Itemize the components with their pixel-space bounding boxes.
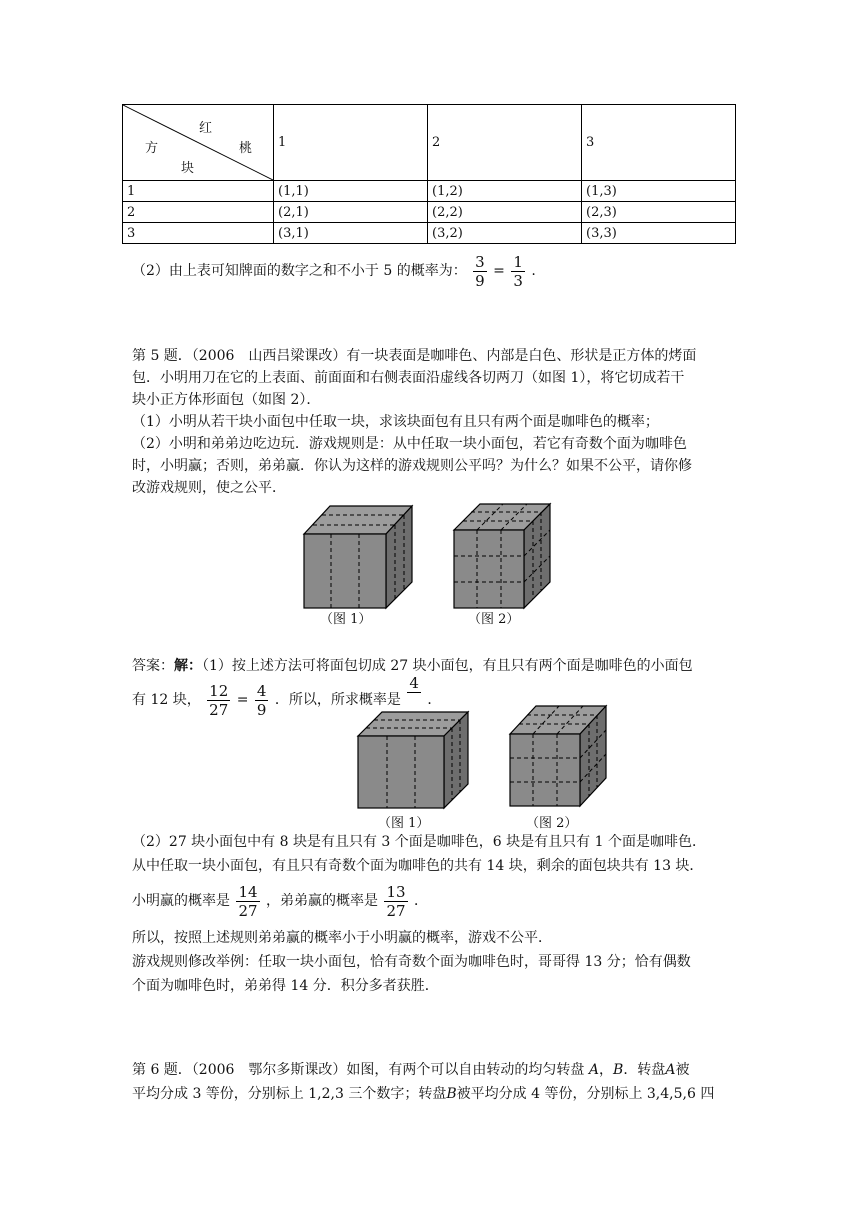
col-header: 2	[428, 105, 582, 181]
table-row	[123, 181, 736, 202]
q5-line: 第 5 题．（2006 山西吕梁课改）有一块表面是咖啡色、内部是白色、形状是正方体的烤面	[132, 348, 697, 364]
answer-line: 个面为咖啡色时，弟弟得 14 分．积分多者获胜．	[132, 978, 439, 994]
table-row	[123, 223, 736, 244]
header-left-label: 方	[145, 141, 159, 156]
row-label: 3	[123, 223, 274, 244]
table-cell: (3,2)	[428, 223, 582, 244]
answer-line: 从中任取一块小面包，有且只有奇数个面为咖啡色的共有 14 块，剩余的面包块共有 13 块．	[132, 858, 704, 874]
q5-line: 块小正方体形面包（如图 2）．	[132, 392, 321, 408]
answer-line: 游戏规则修改举例：任取一块小面包，恰有奇数个面为咖啡色时，哥哥得 13 分；恰有偶数	[132, 954, 691, 970]
answer-fraction-line: 有 12 块， $\frac{12}{27}$ = $\frac{4}{9}$ ．所以，所求概率是 4 ．	[132, 674, 442, 719]
fraction: $\frac{1}{3}$	[513, 252, 523, 290]
col-header: 3	[582, 105, 736, 181]
figure-caption-2: （图 2）	[468, 612, 520, 627]
cube-figure-1	[298, 500, 418, 610]
fraction: 4	[409, 674, 419, 692]
answer-line: 答案：解：（1）按上述方法可将面包切成 27 块小面包，有且只有两个面是咖啡色的小面包	[132, 658, 693, 674]
table-cell: (2,3)	[582, 202, 736, 223]
col-header: 1	[274, 105, 428, 181]
probability-table	[122, 104, 736, 244]
q5-line: 时，小明赢；否则，弟弟赢．你认为这样的游戏规则公平吗？为什么？如果不公平，请你修	[132, 458, 692, 474]
row-label: 2	[123, 202, 274, 223]
table-cell: (3,3)	[582, 223, 736, 244]
diagonal-header-cell	[123, 105, 274, 181]
figure-caption-2: （图 2）	[526, 816, 578, 831]
fraction: $\frac{14}{27}$	[238, 882, 258, 920]
q5-line: 改游戏规则，使之公平．	[132, 480, 286, 496]
cube-figure-1-answer	[354, 710, 474, 810]
q6-line: 第 6 题．（2006 鄂尔多斯课改）如图，有两个可以自由转动的均匀转盘 A，B．转盘A被	[132, 1062, 690, 1078]
fraction: $\frac{12}{27}$	[209, 681, 229, 719]
fraction: $\frac{4}{9}$	[256, 681, 267, 719]
table-cell: (3,1)	[274, 223, 428, 244]
q5-line: 包．小明用刀在它的上表面、前面面和右侧表面沿虚线各切两刀（如图 1），将它切成若干	[132, 370, 685, 386]
fraction: $\frac{3}{9}$	[475, 252, 485, 290]
table-cell: (1,3)	[582, 181, 736, 202]
table-cell: (2,1)	[274, 202, 428, 223]
q5-line: （1）小明从若干块小面包中任取一块，求该块面包有且只有两个面是咖啡色的概率；	[132, 414, 659, 430]
table-cell: (2,2)	[428, 202, 582, 223]
row-label: 1	[123, 181, 274, 202]
table-row	[123, 202, 736, 223]
fraction: $\frac{13}{27}$	[386, 882, 406, 920]
q5-line: （2）小明和弟弟边吃边玩．游戏规则是：从中任取一块小面包，若它有奇数个面为咖啡色	[132, 436, 687, 452]
header-bottom-label: 块	[181, 161, 195, 176]
cube-figure-2	[450, 500, 556, 610]
answer-line: 所以，按照上述规则弟弟赢的概率小于小明赢的概率，游戏不公平．	[132, 930, 552, 946]
cube-figure-2-answer	[506, 702, 610, 808]
answer-fraction-line: 小明赢的概率是 $\frac{14}{27}$ ，弟弟赢的概率是 $\frac{13}{27}$ ．	[132, 882, 428, 920]
p4-part2-line: （2）由上表可知牌面的数字之和不小于 5 的概率为： $\frac{3}{9}$ = $\frac{1}{3}$ .	[132, 252, 536, 290]
header-top-label: 红	[199, 121, 213, 136]
header-right-label: 桃	[239, 141, 253, 156]
table-cell: (1,1)	[274, 181, 428, 202]
table-cell: (1,2)	[428, 181, 582, 202]
q6-line: 平均分成 3 等份，分别标上 1,2,3 三个数字；转盘B被平均分成 4 等份，分别标上 3,4,5,6 四	[132, 1086, 715, 1102]
figure-caption-1: （图 1）	[378, 816, 430, 831]
answer-line: （2）27 块小面包中有 8 块是有且只有 3 个面是咖啡色，6 块是有且只有 1 个面是咖啡色．	[132, 834, 706, 850]
figure-caption-1: （图 1）	[320, 612, 372, 627]
